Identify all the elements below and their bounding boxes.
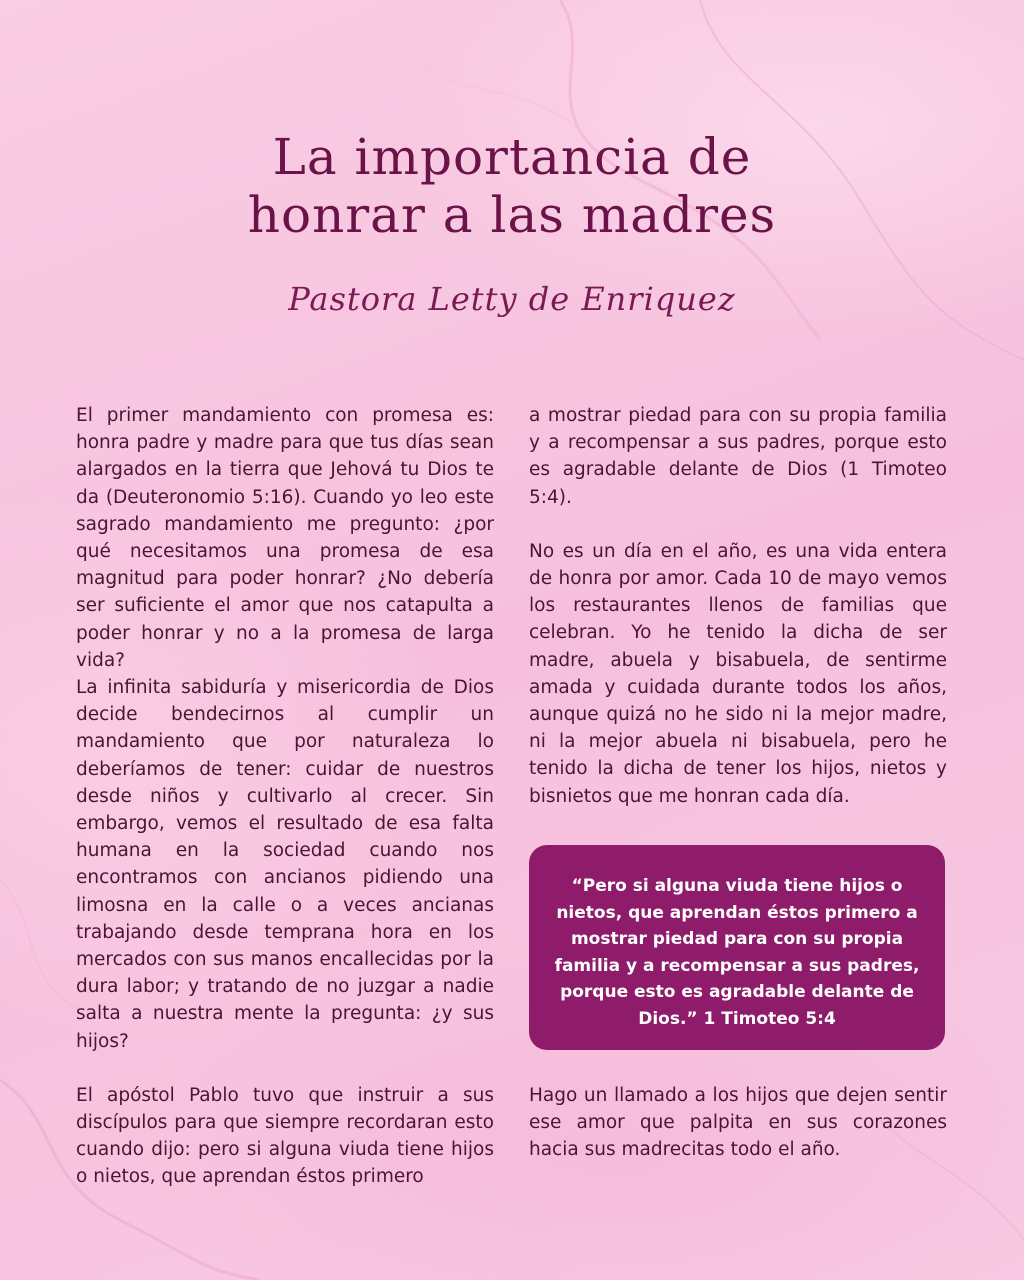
author-signature: Pastora Letty de Enriquez [288,280,736,318]
left-column [76,402,494,1191]
paragraph-continuation: a mostrar piedad para con su propia familia y a recompensar a sus padres, porque esto es agradable delante de Dios (1 Timoteo 5:4). [529,405,947,508]
quote-text: “Pero si alguna viuda tiene hijos o nietos, que aprendan éstos primero a mostrar piedad para con su propia familia y a recompensar a sus padres, porque esto es agradable delante de Dios.” 1 Timoteo 5:4 [554,876,920,1029]
title-line-2: honrar a las madres [247,186,777,244]
paragraph-mothers-day: No es un día en el año, es una vida entera de honra por amor. Cada 10 de mayo vemos los restaurantes llenos de familias que celebran. Yo he tenido la dicha de ser madre, abuela y bisabuela, de sentirme amada y cuidada durante todos los años, aunque quizá no he sido ni la mejor madre, ni la mejor abuela ni bisabuela, pero he tenido la dicha de tener los hijos, nietos y bisnietos que me honran cada día. [529,540,947,807]
page-title [0,128,1024,244]
title-line-1: La importancia de [272,128,752,186]
paragraph-pablo: El apóstol Pablo tuvo que instruir a sus discípulos para que siempre recordaran esto cuando dijo: pero si alguna viuda tiene hijos o nietos, que aprendan éstos primero [76,1084,494,1188]
right-column [529,402,947,810]
paragraph-wisdom: La infinita sabiduría y misericordia de Dios decide bendecirnos al cumplir un mandamiento que por naturaleza lo deberíamos de tener: cuidar de nuestros desde niños y cultivarlo al crecer. Sin embargo, vemos el resultado de esa falta humana en la sociedad cuando nos encontramos con ancianos pidiendo una limosna en la calle o a veces ancianas trabajando desde temprana hora en los mercados con sus manos encallecidas por la dura labor; y tratando de no juzgar a nadie salta a nuestra mente la pregunta: ¿y sus hijos? [76,677,494,1052]
quote-box [529,845,945,1050]
paragraph-intro: El primer mandamiento con promesa es: honra padre y madre para que tus días sean alargados en la tierra que Jehová tu Dios te da (Deuteronomio 5:16). Cuando yo leo este sagrado mandamiento me pregunto: ¿por qué necesitamos una promesa de esa magnitud para poder honrar? ¿No debería ser suficiente el amor que nos catapulta a poder honrar y no a la promesa de larga vida? [76,405,494,671]
paragraph-closing: Hago un llamado a los hijos que dejen sentir ese amor que palpita en sus corazones hacia sus madrecitas todo el año. [529,1085,947,1161]
